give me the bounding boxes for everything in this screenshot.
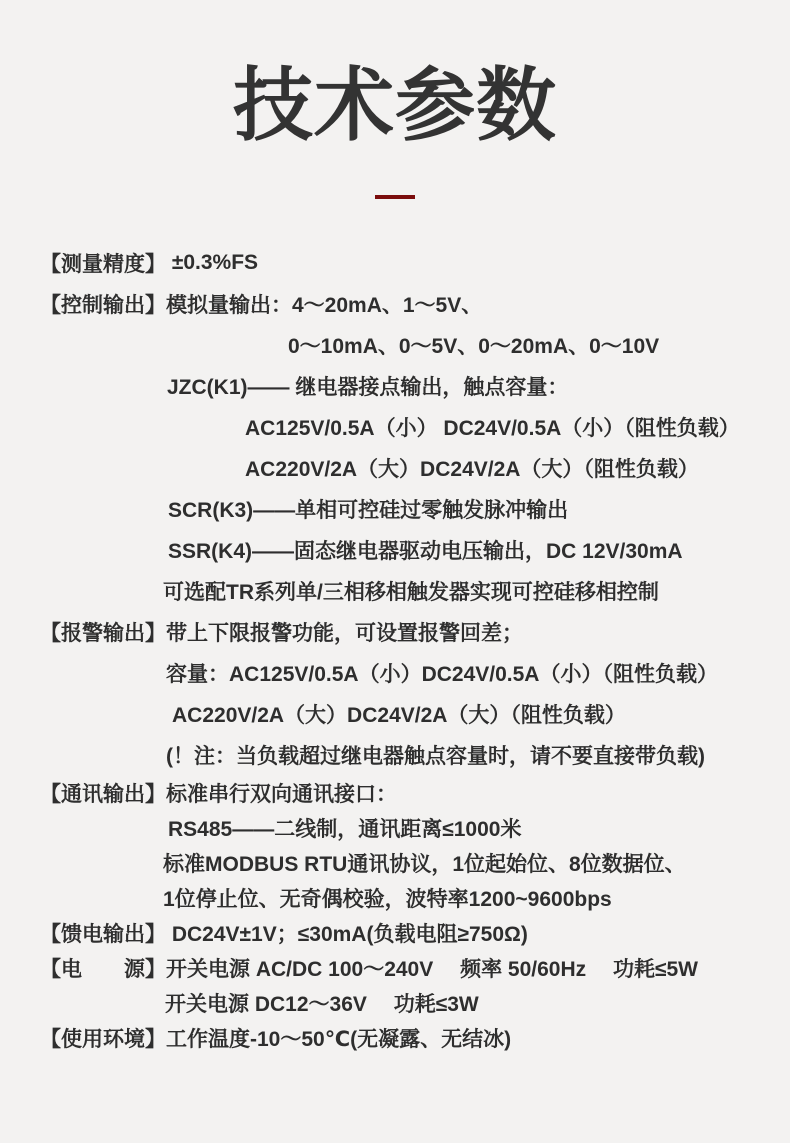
spec-line — [0, 284, 790, 325]
spec-text: 工作温度-10～50℃(无凝露、无结冰) — [166, 1028, 512, 1052]
spec-text: RS485——二线制，通讯距离≤1000米 — [168, 818, 522, 842]
spec-text: 开关电源 AC/DC 100～240V 频率 50/60Hz 功耗≤5W — [166, 958, 698, 982]
spec-text: JZC(K1)—— 继电器接点输出，触点容量： — [167, 376, 569, 400]
spec-label: 【控制输出】 — [40, 294, 166, 318]
spec-line — [0, 1021, 790, 1056]
title-divider — [375, 195, 415, 199]
spec-line — [0, 612, 790, 653]
spec-line — [0, 951, 790, 986]
spec-list — [0, 243, 790, 1056]
spec-text: DC24V±1V；≤30mA(负载电阻≥750Ω) — [166, 923, 528, 947]
spec-line — [0, 776, 790, 811]
spec-line — [0, 325, 790, 366]
spec-line — [0, 653, 790, 694]
spec-line — [0, 916, 790, 951]
spec-line — [0, 407, 790, 448]
spec-label: 【测量精度】 — [40, 253, 166, 277]
spec-line — [0, 735, 790, 776]
page-title: 技术参数 — [233, 61, 557, 150]
spec-text: 标准MODBUS RTU通讯协议，1位起始位、8位数据位、 — [163, 853, 686, 877]
spec-line — [0, 571, 790, 612]
spec-label: 【使用环境】 — [40, 1028, 166, 1052]
spec-text: AC220V/2A（大）DC24V/2A（大）（阻性负载） — [245, 458, 699, 482]
spec-line — [0, 489, 790, 530]
spec-label: 【报警输出】 — [40, 622, 166, 646]
spec-text: 带上下限报警功能，可设置报警回差； — [166, 622, 523, 646]
spec-text: SSR(K4)——固态继电器驱动电压输出，DC 12V/30mA — [168, 540, 683, 564]
spec-text: 可选配TR系列单/三相移相触发器实现可控硅移相控制 — [163, 581, 659, 605]
spec-line — [0, 811, 790, 846]
spec-label: 【通讯输出】 — [40, 783, 166, 807]
spec-text: SCR(K3)——单相可控硅过零触发脉冲输出 — [168, 499, 569, 523]
spec-line — [0, 986, 790, 1021]
spec-line — [0, 243, 790, 284]
spec-text: 标准串行双向通讯接口： — [166, 783, 397, 807]
spec-text: 开关电源 DC12～36V 功耗≤3W — [165, 993, 479, 1017]
spec-text: (！注：当负载超过继电器触点容量时，请不要直接带负载) — [166, 745, 705, 769]
spec-text: AC220V/2A（大）DC24V/2A（大）（阻性负载） — [172, 704, 626, 728]
spec-label: 【馈电输出】 — [40, 923, 166, 947]
spec-label: 【电 源】 — [40, 958, 166, 982]
spec-line — [0, 366, 790, 407]
spec-text: 模拟量输出：4～20mA、1～5V、 — [166, 294, 483, 318]
spec-line — [0, 530, 790, 571]
spec-line — [0, 881, 790, 916]
spec-line — [0, 448, 790, 489]
spec-text: ±0.3%FS — [166, 251, 259, 275]
spec-line — [0, 694, 790, 735]
spec-line — [0, 846, 790, 881]
spec-text: 0～10mA、0～5V、0～20mA、0～10V — [288, 335, 660, 359]
spec-text: 容量：AC125V/0.5A（小）DC24V/0.5A（小）（阻性负载） — [166, 663, 718, 687]
spec-text: 1位停止位、无奇偶校验，波特率1200~9600bps — [163, 888, 612, 912]
spec-text: AC125V/0.5A（小） DC24V/0.5A（小）（阻性负载） — [245, 417, 740, 441]
